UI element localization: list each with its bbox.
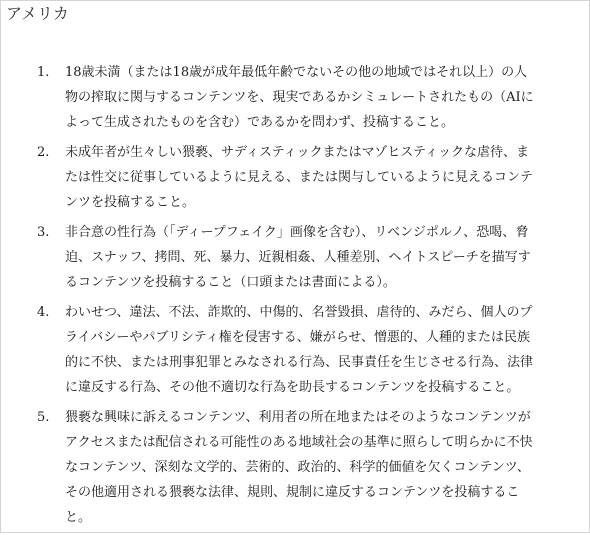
list-item	[37, 405, 537, 530]
list-item-text: 未成年者が生々しい猥褻、サディスティックまたはマゾヒスティックな虐待、または性交に従事しているように見える、または関与しているように見えるコンテンツを投稿すること。	[65, 145, 534, 210]
rules-list	[37, 60, 537, 535]
list-item-number: 3.	[37, 225, 50, 240]
list-item-text: 猥褻な興味に訴えるコンテンツ、利用者の所在地またはそのようなコンテンツがアクセスまたは配信される可能性のある地域社会の基準に照らして明らかに不快なコンテンツ、深刻な文学的、芸術的、政治的、科学的価値を欠くコンテンツ、その他適用される猥褻な法律、規則、規制に違反するコンテンツを投稿すること。	[65, 410, 533, 525]
list-item-number: 2.	[37, 145, 50, 160]
list-item-number: 1.	[37, 65, 50, 80]
list-item-text: 18歳未満（または18歳が成年最低年齢でないその他の地域ではそれ以上）の人物の搾取に関与するコンテンツを、現実であるかシミュレートされたもの（AIによって生成されたものを含む）であるかを問わず、投稿すること。	[65, 65, 534, 130]
page-heading: アメリカ	[6, 4, 69, 23]
list-item	[37, 60, 537, 135]
list-item-number: 5.	[37, 410, 50, 425]
list-item	[37, 300, 537, 400]
list-item	[37, 220, 537, 295]
list-item-number: 4.	[37, 305, 50, 320]
list-item-text: わいせつ、違法、不法、詐欺的、中傷的、名誉毀損、虐待的、みだら、個人のプライバシーやパブリシティ権を侵害する、嫌がらせ、憎悪的、人種的または民族的に不快、または刑事犯罪とみなされる行為、民事責任を生じさせる行為、法律に違反する行為、その他不適切な行為を助長するコンテンツを投稿すること。	[65, 305, 534, 395]
list-item-text: 非合意の性行為（「ディープフェイク」画像を含む）、リベンジポルノ、恐喝、脅迫、スナッフ、拷問、死、暴力、近親相姦、人種差別、ヘイトスピーチを描写するコンテンツを投稿すること（口頭または書面による）。	[65, 225, 531, 290]
list-item	[37, 140, 537, 215]
